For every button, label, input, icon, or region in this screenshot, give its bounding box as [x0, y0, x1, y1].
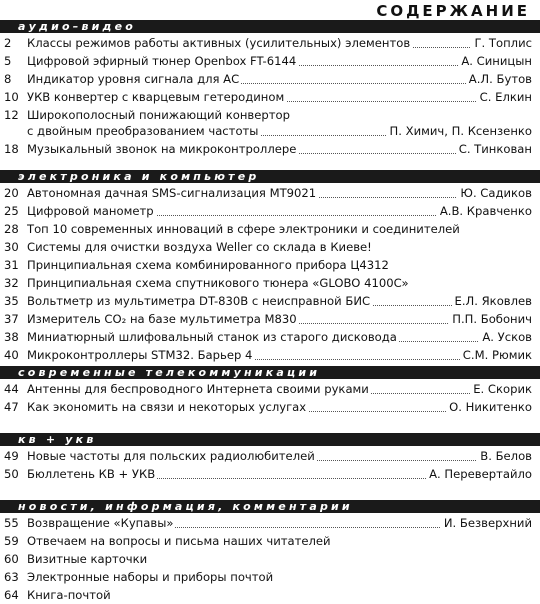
entry-list [0, 379, 540, 416]
entry-author: Г. Топлис [471, 34, 532, 52]
entry-list [0, 513, 540, 604]
toc-entry[interactable] [0, 70, 540, 88]
toc-entry[interactable] [0, 586, 540, 604]
page-title: СОДЕРЖАНИЕ [376, 2, 530, 20]
entry-title: Классы режимов работы активных (усилительных) элементов [27, 36, 411, 50]
entry-title-line2: с двойным преобразованием частоты [27, 124, 259, 138]
entry-title-wrap [27, 184, 532, 202]
page-number: 5 [4, 54, 12, 68]
page-number: 47 [4, 400, 19, 414]
entry-title-wrap [27, 256, 532, 274]
entry-author: А. Синицын [458, 52, 532, 70]
entry-title-wrap [27, 550, 532, 568]
entry-author: И. Безверхний [441, 514, 532, 532]
toc-entry[interactable] [0, 550, 540, 568]
page-number: 63 [4, 570, 19, 584]
toc-entry[interactable] [0, 310, 540, 328]
section-heading: новости, информация, комментарии [0, 500, 540, 513]
entry-title-wrap [27, 220, 532, 238]
page-number: 55 [4, 516, 19, 530]
entry-title-wrap [27, 34, 532, 52]
page-number: 20 [4, 186, 19, 200]
toc-entry[interactable] [0, 88, 540, 106]
entry-title-wrap [27, 88, 532, 106]
toc-entry[interactable] [0, 184, 540, 202]
section-heading: современные телекоммуникации [0, 366, 540, 379]
toc-entry[interactable] [0, 532, 540, 550]
toc-section [0, 170, 540, 364]
entry-title-wrap [27, 238, 532, 256]
toc-section [0, 500, 540, 604]
entry-title: Системы для очистки воздуха Weller со склада в Киеве! [27, 240, 372, 254]
page-number: 59 [4, 534, 19, 548]
entry-title: Бюллетень КВ + УКВ [27, 467, 156, 481]
toc-entry[interactable] [0, 328, 540, 346]
entry-author: Е.Л. Яковлев [452, 292, 532, 310]
page-number: 28 [4, 222, 19, 236]
toc-entry[interactable] [0, 220, 540, 238]
page-number: 8 [4, 72, 12, 86]
entry-list [0, 183, 540, 364]
entry-title: УКВ конвертер с кварцевым гетеродином [27, 90, 285, 104]
entry-title: Книга-почтой [27, 588, 111, 602]
page-number: 31 [4, 258, 19, 272]
page-number: 18 [4, 142, 19, 156]
toc-entry[interactable] [0, 52, 540, 70]
entry-title-wrap [27, 586, 532, 604]
entry-author: П. Химич, П. Ксензенко [387, 122, 532, 140]
entry-author: О. Никитенко [446, 398, 532, 416]
entry-title: Измеритель CO₂ на базе мультиметра М830 [27, 312, 297, 326]
entry-author: А. Перевертайло [426, 465, 532, 483]
entry-author: С. Елкин [477, 88, 532, 106]
entry-author: А.В. Кравченко [437, 202, 532, 220]
toc-entry[interactable] [0, 238, 540, 256]
entry-author: П.П. Бобонич [449, 310, 532, 328]
entry-title-wrap [27, 274, 532, 292]
toc-section [0, 366, 540, 416]
entry-title: Новые частоты для польских радиолюбителей [27, 449, 315, 463]
entry-title: Цифровой эфирный тюнер Openbox FT-6144 [27, 54, 297, 68]
page-number: 12 [4, 108, 19, 122]
entry-title: Электронные наборы и приборы почтой [27, 570, 274, 584]
entry-title-wrap [27, 532, 532, 550]
entry-title: Микроконтроллеры STM32. Барьер 4 [27, 348, 253, 362]
page-number: 10 [4, 90, 19, 104]
page-number: 40 [4, 348, 19, 362]
entry-title-wrap [27, 346, 532, 364]
page-number: 38 [4, 330, 19, 344]
toc-entry[interactable] [0, 398, 540, 416]
page-number: 25 [4, 204, 19, 218]
entry-title-wrap [27, 70, 532, 88]
entry-title-wrap [27, 52, 532, 70]
page-number: 32 [4, 276, 19, 290]
toc-entry[interactable] [0, 140, 540, 158]
entry-title: Топ 10 современных инноваций в сфере электроники и соединителей [27, 222, 460, 236]
toc-entry[interactable] [0, 346, 540, 364]
toc-entry[interactable] [0, 274, 540, 292]
section-heading: кв + укв [0, 433, 540, 446]
page-number: 60 [4, 552, 19, 566]
toc-entry[interactable] [0, 106, 540, 140]
entry-author: А. Усков [479, 328, 532, 346]
entry-title: Индикатор уровня сигнала для АС [27, 72, 240, 86]
toc-entry[interactable] [0, 256, 540, 274]
entry-title: Принципиальная схема спутникового тюнера «GLOBO 4100C» [27, 276, 409, 290]
page-number: 50 [4, 467, 19, 481]
entry-title: Отвечаем на вопросы и письма наших читателей [27, 534, 331, 548]
entry-title: Миниатюрный шлифовальный станок из старого дисковода [27, 330, 397, 344]
entry-list [0, 446, 540, 483]
entry-title: Музыкальный звонок на микроконтроллере [27, 142, 297, 156]
entry-author: С.М. Рюмик [460, 346, 532, 364]
toc-entry[interactable] [0, 34, 540, 52]
toc-entry[interactable] [0, 465, 540, 483]
section-heading: электроника и компьютер [0, 170, 540, 183]
entry-title: Вольтметр из мультиметра DT-830B с неисправной БИС [27, 294, 371, 308]
toc-entry[interactable] [0, 380, 540, 398]
entry-author: А.Л. Бутов [466, 70, 532, 88]
toc-entry[interactable] [0, 447, 540, 465]
entry-list [0, 33, 540, 158]
entry-title: Принципиальная схема комбинированного прибора Ц4312 [27, 258, 389, 272]
page-number: 44 [4, 382, 19, 396]
toc-section [0, 433, 540, 483]
section-heading: аудио–видео [0, 20, 540, 33]
entry-title: Цифровой манометр [27, 204, 154, 218]
page-number: 30 [4, 240, 19, 254]
entry-title-wrap [27, 380, 532, 398]
page-number: 49 [4, 449, 19, 463]
toc-entry[interactable] [0, 514, 540, 532]
page-number: 2 [4, 36, 12, 50]
toc-entry[interactable] [0, 568, 540, 586]
toc-entry[interactable] [0, 292, 540, 310]
page-number: 35 [4, 294, 19, 308]
entry-title-wrap [27, 568, 532, 586]
entry-author: Е. Скорик [470, 380, 532, 398]
entry-title: Визитные карточки [27, 552, 148, 566]
page-number: 64 [4, 588, 19, 602]
toc-section [0, 20, 540, 158]
entry-title: Как экономить на связи и некоторых услугах [27, 400, 307, 414]
entry-title: Автономная дачная SMS-сигнализация МТ9021 [27, 186, 317, 200]
entry-author: В. Белов [477, 447, 532, 465]
entry-title-wrap [27, 447, 532, 465]
entry-title: Широкополосный понижающий конвертор [27, 108, 290, 122]
toc-entry[interactable] [0, 202, 540, 220]
entry-author: Ю. Садиков [457, 184, 532, 202]
page-number: 37 [4, 312, 19, 326]
entry-title-wrap [27, 328, 532, 346]
entry-author: С. Тинкован [456, 140, 532, 158]
entry-title: Возвращение «Купавы» [27, 516, 174, 530]
entry-title: Антенны для беспроводного Интернета своими руками [27, 382, 369, 396]
